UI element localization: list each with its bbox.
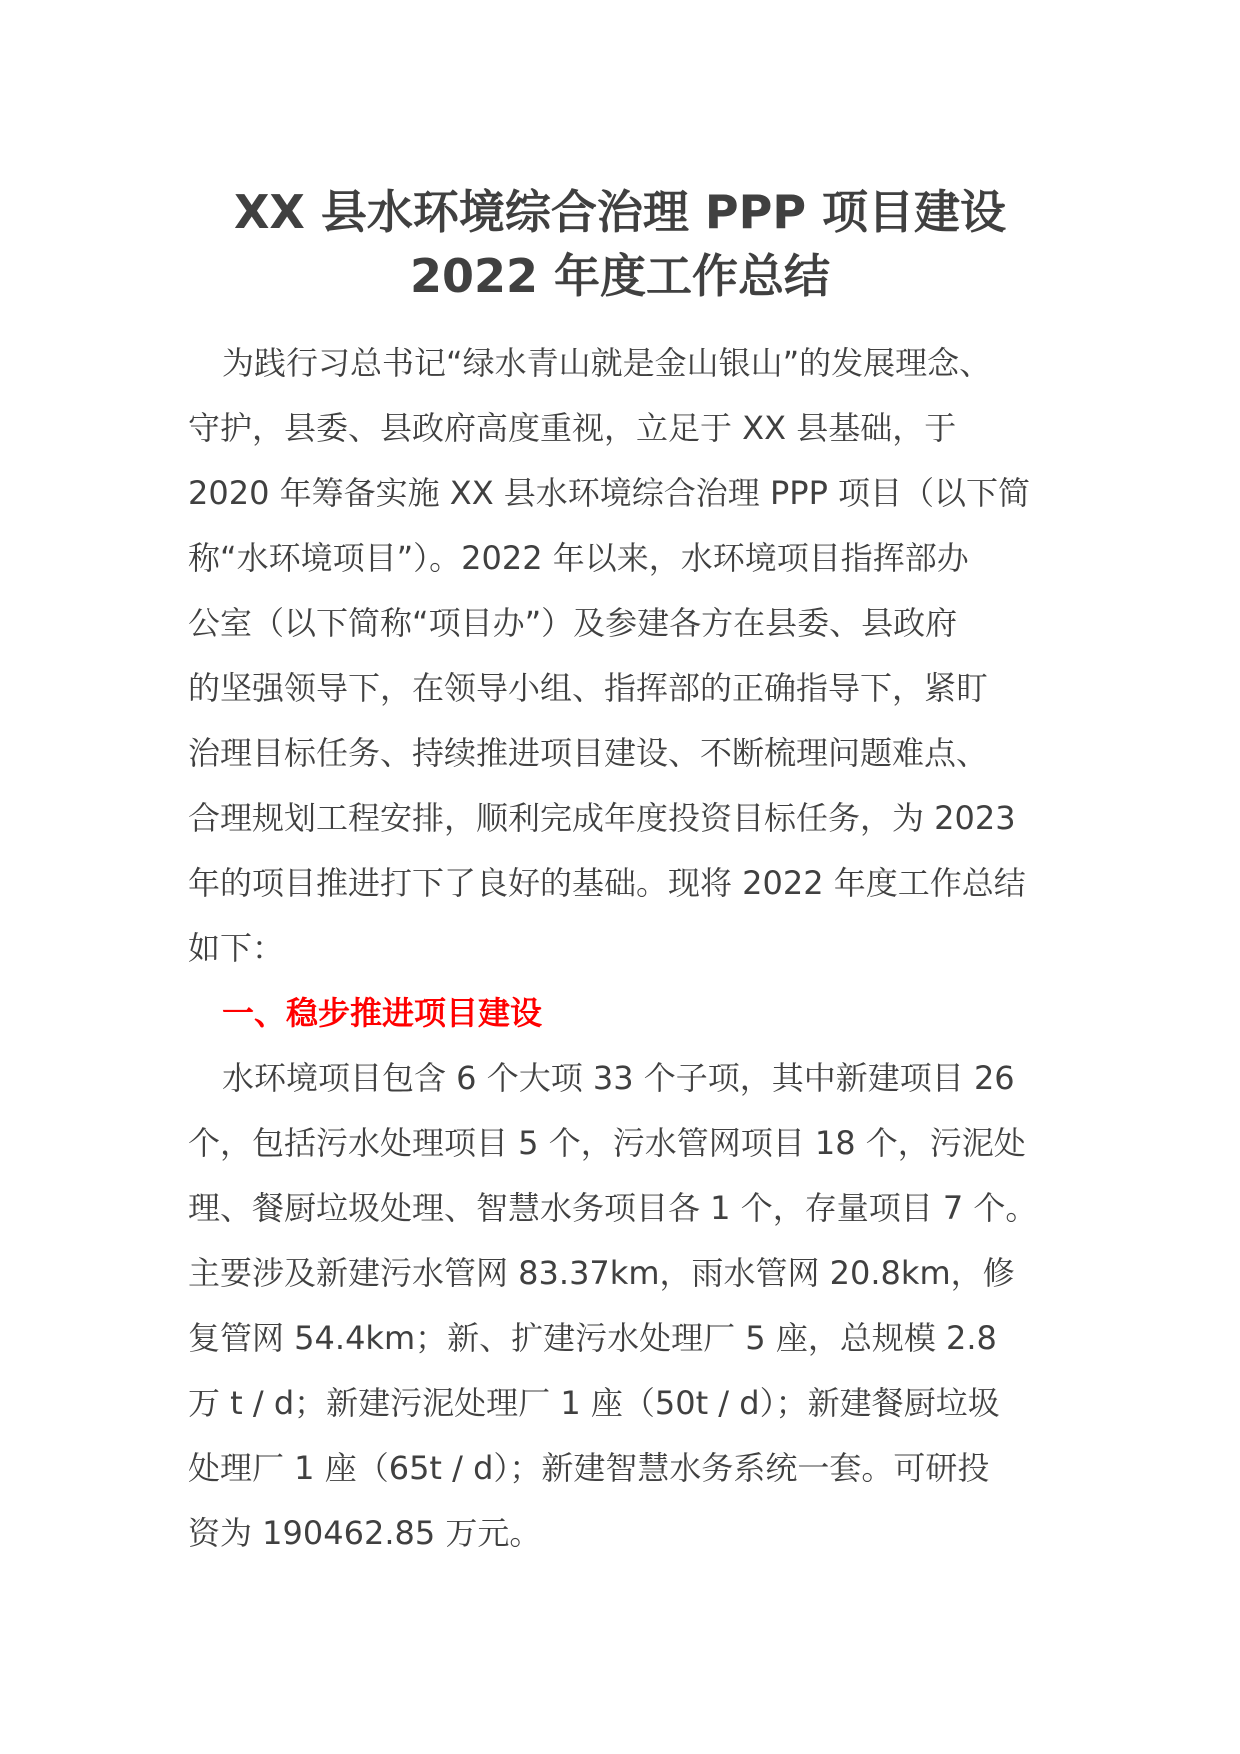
intro-line: 守护，县委、县政府高度重视，立足于 XX 县基础，于 <box>188 409 957 447</box>
document-body <box>188 331 1068 1566</box>
intro-line: 合理规划工程安排，顺利完成年度投资目标任务，为 2023 <box>188 799 1016 837</box>
intro-paragraph <box>188 331 1068 981</box>
section1-line: 理、餐厨垃圾处理、智慧水务项目各 1 个，存量项目 7 个。 <box>188 1189 1038 1227</box>
intro-line: 称“水环境项目”）。2022 年以来，水环境项目指挥部办 <box>188 539 969 577</box>
section1-line: 资为 190462.85 万元。 <box>188 1514 542 1552</box>
section1-line: 处理厂 1 座（65t / d）；新建智慧水务系统一套。可研投 <box>188 1449 990 1487</box>
title-line-1: XX 县水环境综合治理 PPP 项目建设 <box>233 185 1007 239</box>
intro-line: 如下： <box>188 929 285 967</box>
section1-line: 主要涉及新建污水管网 83.37km，雨水管网 20.8km，修 <box>188 1254 1015 1292</box>
section1-line: 个，包括污水处理项目 5 个，污水管网项目 18 个，污泥处 <box>188 1124 1026 1162</box>
section1-paragraph <box>188 1046 1068 1566</box>
intro-line: 的坚强领导下，在领导小组、指挥部的正确指导下，紧盯 <box>188 669 989 707</box>
intro-line: 治理目标任务、持续推进项目建设、不断梳理问题难点、 <box>188 734 989 772</box>
section1-line: 水环境项目包含 6 个大项 33 个子项，其中新建项目 26 <box>222 1059 1015 1097</box>
section-heading-1: 一、稳步推进项目建设 <box>222 994 543 1032</box>
section1-line: 万 t / d；新建污泥处理厂 1 座（50t / d）；新建餐厨垃圾 <box>188 1384 1000 1422</box>
section1-line: 复管网 54.4km；新、扩建污水处理厂 5 座，总规模 2.8 <box>188 1319 997 1357</box>
document-title <box>0 180 1240 308</box>
intro-line: 年的项目推进打下了良好的基础。现将 2022 年度工作总结 <box>188 864 1026 902</box>
intro-line: 为践行习总书记“绿水青山就是金山银山”的发展理念、 <box>222 344 992 382</box>
title-line-2: 2022 年度工作总结 <box>409 249 831 303</box>
intro-line: 公室（以下简称“项目办”）及参建各方在县委、县政府 <box>188 604 958 642</box>
intro-line: 2020 年筹备实施 XX 县水环境综合治理 PPP 项目（以下简 <box>188 474 1031 512</box>
